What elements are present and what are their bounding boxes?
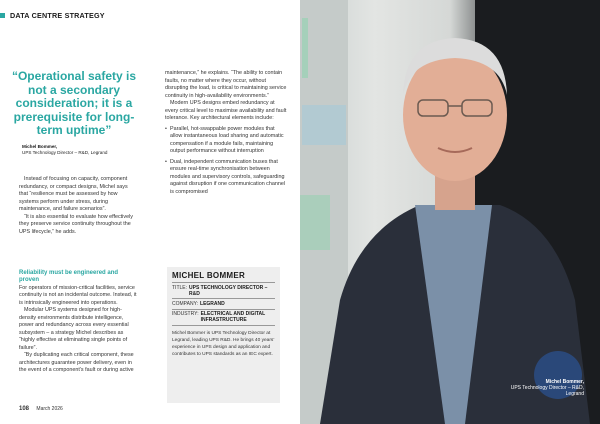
article-column-b — [165, 70, 287, 196]
pull-quote-attribution — [22, 144, 132, 155]
profile-title-row — [172, 283, 275, 299]
caption-name: Michel Bommer, — [545, 379, 584, 385]
bg-screen — [302, 105, 346, 145]
subheading: Reliability must be engineered and proven — [19, 270, 119, 284]
page-footer — [19, 406, 63, 412]
profile-industry-label: INDUSTRY: — [172, 311, 199, 318]
profile-company-value: LEGRAND — [200, 300, 225, 307]
profile-title-label: TITLE: — [172, 284, 188, 291]
paragraph: maintenance,” he explains. “The ability to contain faults, no matter where they occur, without disrupting the load, is critical to maintaining service continuity in high-availability environments.” — [165, 70, 287, 99]
issue-date: March 2026 — [36, 406, 63, 412]
profile-card — [167, 267, 280, 403]
profile-bio: Michel Bommer is UPS Technology Director at Legrand, leading UPS R&D. He brings 40 years’ experience in UPS design and application and contributes to UPS standards as an IEC expert. — [172, 331, 275, 358]
profile-name: MICHEL BOMMER — [172, 271, 275, 283]
bg-light — [300, 195, 330, 250]
bullet-item: • Parallel, hot-swappable power modules that allow instantaneous load sharing and automatic compensation if a module fails, maintaining output performance without interruption — [165, 126, 287, 156]
attribution-role: UPS Technology Director – R&D, Legrand — [22, 149, 108, 155]
paragraph: Modern UPS designs embed redundancy at every critical level to maximise availability and fault tolerance. Key architectural elements include: — [165, 100, 287, 121]
bg-light — [302, 18, 308, 78]
profile-industry-value: ELECTRICAL AND DIGITAL INFRASTRUCTURE — [200, 311, 266, 324]
caption-role: UPS Technology Director – R&D, — [510, 385, 584, 391]
paragraph: For operators of mission-critical facilities, service continuity is not an incidental outcome. Instead, it is intrinsically engineered into operations. — [19, 284, 137, 306]
pull-quote: “Operational safety is not a secondary consideration; it is a prerequisite for long-term uptime” — [11, 69, 137, 138]
profile-company-label: COMPANY: — [172, 300, 199, 307]
attribution-name: Michel Bommer, — [22, 144, 58, 149]
portrait-photo — [300, 0, 600, 424]
photo-caption — [511, 379, 584, 397]
paragraph: “It is also essential to evaluate how effectively they preserve service continuity throughout the UPS lifecycle,” he adds. — [19, 213, 133, 235]
caption-company: Legrand — [565, 391, 584, 397]
profile-industry-row — [172, 310, 275, 326]
paragraph: Modular UPS systems designed for high-density environments distribute intelligence, power and redundancy across every essential subsystem – a strategy Michel describes as “highly effective at eliminating single points of failure”. — [19, 307, 129, 351]
paragraph: “By duplicating each critical component, these architectures guarantee power delivery, even in the event of a component’s fault or during active — [19, 352, 134, 374]
profile-company-row — [172, 299, 275, 309]
section-heading: DATA CENTRE STRATEGY — [10, 11, 105, 20]
paragraph: Instead of focusing on capacity, component redundancy, or compact designs, Michel says that “resilience must be assessed by how systems perform under stress, during maintenance, and failure scenarios”. — [19, 176, 128, 212]
article-column-a — [19, 176, 137, 236]
page-number: 108 — [19, 406, 30, 412]
profile-title-value: UPS TECHNOLOGY DIRECTOR – R&D — [189, 284, 268, 297]
portrait-illustration — [300, 0, 600, 424]
article-column-c — [19, 266, 137, 375]
bullet-item: • Dual, independent communication buses that ensure real-time synchronisation between modules and supervisory controls, safeguarding against disruption if one communication channel is compromised — [165, 159, 287, 197]
